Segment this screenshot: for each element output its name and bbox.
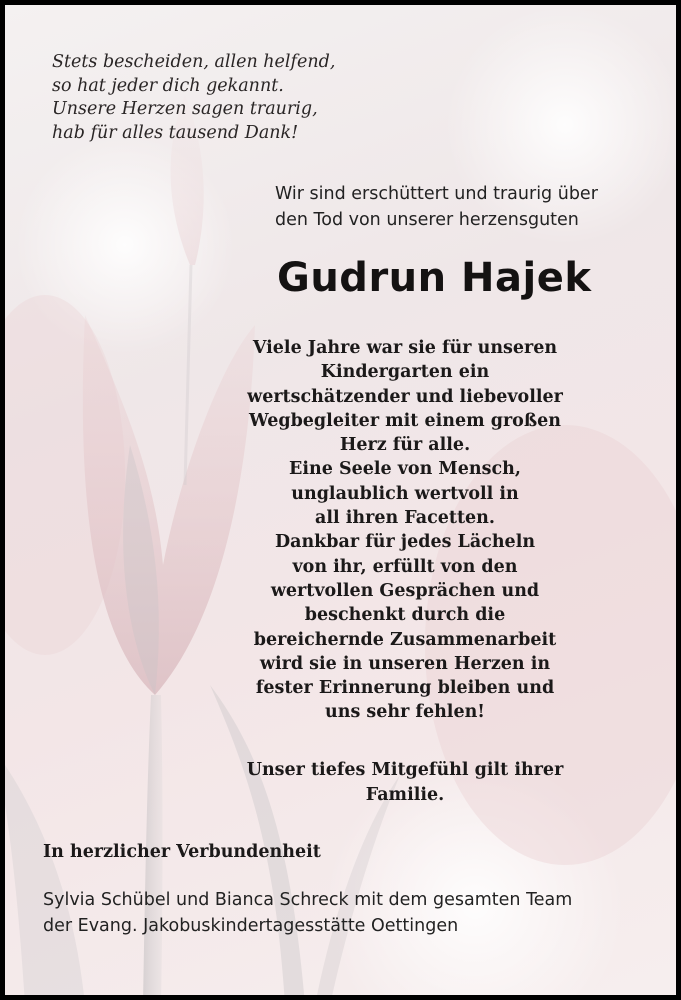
tribute-line: wertvollen Gesprächen und (270, 580, 540, 601)
signer-line: Sylvia Schübel und Bianca Schreck mit dem gesamten Team (43, 890, 573, 910)
leaf (5, 765, 85, 1000)
signer-line: der Evang. Jakobuskindertagesstätte Oettingen (43, 916, 459, 936)
tribute-line: von ihr, erfüllt von den (292, 556, 518, 577)
tulip-bud (83, 315, 255, 695)
tribute-line: beschenkt durch die (304, 605, 506, 626)
condolence-line: Unser tiefes Mitgefühl gilt ihrer (246, 760, 564, 780)
tribute-line: Eine Seele von Mensch, (289, 459, 521, 480)
verse-line: Unsere Herzen sagen traurig, (52, 99, 318, 119)
tribute-line: wird sie in unseren Herzen in (259, 653, 551, 674)
tribute-line: all ihren Facetten. (315, 508, 495, 529)
tribute-line: Dankbar für jedes Lächeln (274, 532, 536, 553)
tribute-line: uns sehr fehlen! (325, 702, 485, 723)
tribute-line: bereichernde Zusammenarbeit (253, 629, 557, 650)
deceased-name: Gudrun Hajek (277, 255, 592, 301)
tribute-text (240, 336, 570, 725)
memorial-verse (52, 51, 382, 145)
tribute-line: wertschätzender und liebevoller (247, 386, 563, 407)
regards-line: In herzlicher Verbundenheit (43, 842, 321, 862)
tribute-line: Kindergarten ein (320, 362, 490, 383)
condolence-text (240, 758, 570, 808)
condolence-line: Familie. (365, 785, 445, 805)
signers (43, 887, 663, 939)
tribute-line: Wegbegleiter mit einem großen (248, 410, 562, 431)
tribute-line: Viele Jahre war sie für unseren (252, 338, 558, 358)
verse-line: Stets bescheiden, allen helfend, (52, 52, 336, 72)
verse-line: so hat jeder dich gekannt. (52, 75, 284, 96)
verse-line: hab für alles tausend Dank! (52, 122, 299, 143)
tribute-line: unglaublich wertvoll in (291, 483, 519, 504)
tribute-line: Herz für alle. (339, 435, 471, 456)
intro-text (275, 181, 655, 233)
intro-line: den Tod von unserer herzensguten (275, 210, 579, 230)
intro-line: Wir sind erschüttert und traurig über (275, 184, 598, 204)
tribute-line: fester Erinnerung bleiben und (255, 678, 555, 699)
